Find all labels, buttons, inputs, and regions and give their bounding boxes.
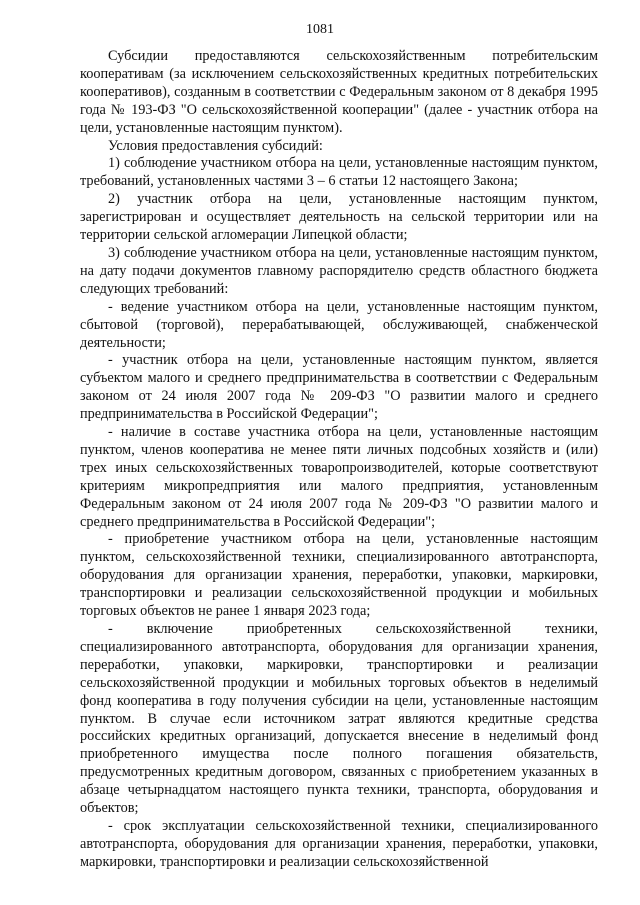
- paragraph-condition-1: 1) соблюдение участником отбора на цели, установленные настоящим пунктом, требований, установленных частями 3 – 6 статьи 12 настоящего Закона;: [80, 155, 598, 190]
- paragraph-condition-2: 2) участник отбора на цели, установленные настоящим пунктом, зарегистрирован и осуществляет деятельность на сельской территории или на территории сельской агломерации Липецкой области;: [80, 191, 598, 244]
- paragraph-requirement-indivisible-fund: - включение приобретенных сельскохозяйственной техники, специализированного автотранспорта, оборудования для организации хранения, переработки, упаковки, маркировки, транспортировки и реализации сельскохозяйственной продукции и мобильных торговых объектов в неделимый фонд кооператива в году получения субсидии на цели, установленные настоящим пунктом. В случае если источником затрат являются кредитные средства российских кредитных организаций, допускается внесение в неделимый фонд приобретенного имущества после полного погашения обязательств, предусмотренных кредитным договором, связанных с приобретением указанных в абзаце четырнадцатом настоящего пункта техники, транспорта, оборудования и объектов;: [80, 621, 598, 817]
- paragraph-requirement-acquisition: - приобретение участником отбора на цели, установленные настоящим пунктом, сельскохозяйственной техники, специализированного автотранспорта, оборудования для организации хранения, переработки, упаковки, маркировки, транспортировки и реализации сельскохозяйственной продукции и мобильных торговых объектов не ранее 1 января 2023 года;: [80, 531, 598, 620]
- paragraph-conditions-heading: Условия предоставления субсидий:: [108, 137, 323, 154]
- paragraph-subsidy-recipients: Субсидии предоставляются сельскохозяйственным потребительским кооперативам (за исключением сельскохозяйственных кредитных потребительских кооперативов), созданным в соответствии с Федеральным законом от 8 декабря 1995 года № 193-ФЗ "О сельскохозяйственной кооперации" (далее - участник отбора на цели, установленные настоящим пунктом).: [80, 48, 598, 136]
- paragraph-requirement-service-life: - срок эксплуатации сельскохозяйственной техники, специализированного автотранспорта, оборудования для организации хранения, переработки, упаковки, маркировки, транспортировки и реализации сельскохозяйственной: [80, 817, 598, 870]
- paragraph-condition-3: 3) соблюдение участником отбора на цели, установленные настоящим пунктом, на дату подачи документов главному распорядителю средств областного бюджета следующих требований:: [80, 244, 598, 297]
- page-number: 1081: [306, 22, 334, 37]
- paragraph-requirement-members: - наличие в составе участника отбора на цели, установленные настоящим пунктом, членов кооператива не менее пяти личных подсобных хозяйств и (или) трех иных сельскохозяйственных товаропроизводителей, которые соответствуют критериям микропредприятия или малого предприятия, установленным Федеральным законом от 24 июля 2007 года № 209-ФЗ "О развитии малого и среднего предпринимательства в Российской Федерации";: [80, 424, 598, 530]
- paragraph-requirement-sme: - участник отбора на цели, установленные настоящим пунктом, является субъектом малого и среднего предпринимательства в соответствии с Федеральным законом от 24 июля 2007 года № 209-ФЗ "О развитии малого и среднего предпринимательства в Российской Федерации";: [80, 352, 598, 423]
- document-body: [80, 48, 598, 872]
- paragraph-requirement-activity: - ведение участником отбора на цели, установленные настоящим пунктом, сбытовой (торговой), перерабатывающей, обслуживающей, снабженческой деятельности;: [80, 298, 598, 351]
